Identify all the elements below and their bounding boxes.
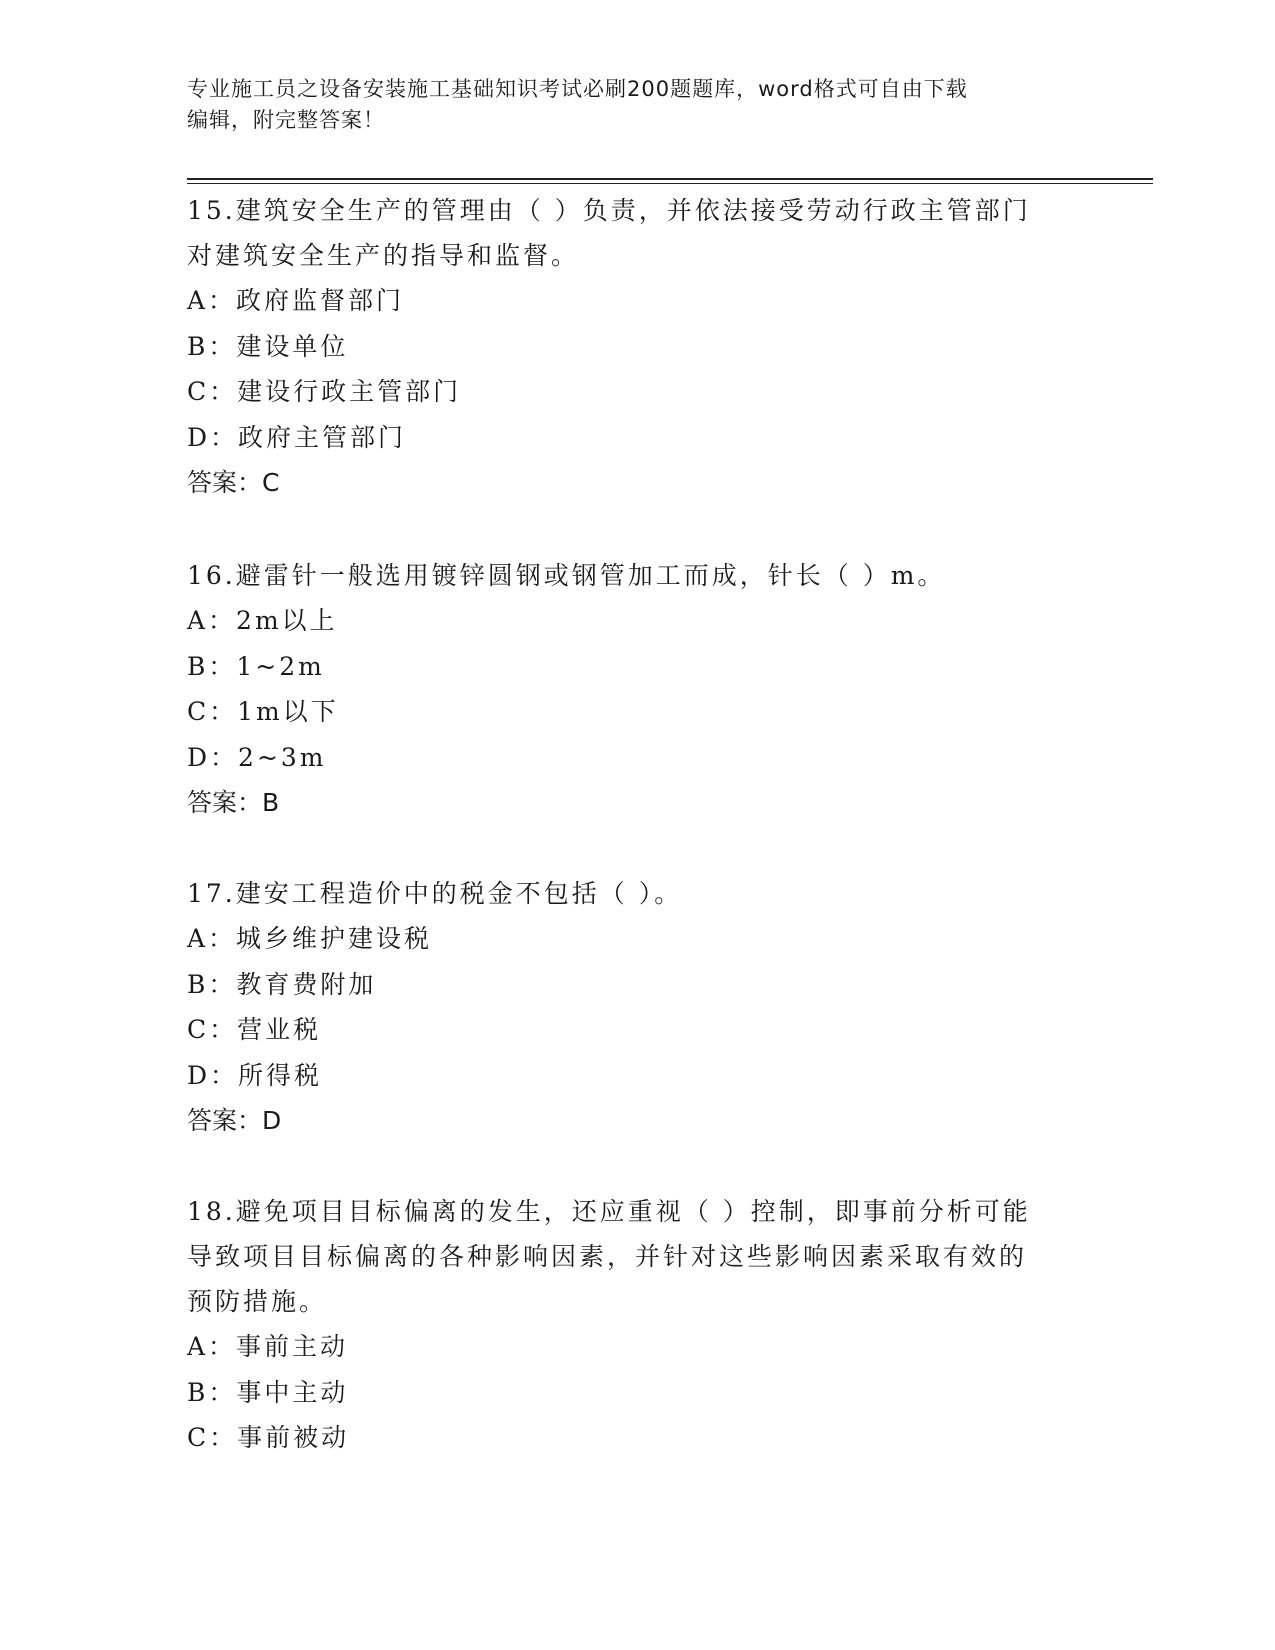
header-divider-thick xyxy=(187,178,1153,180)
question-text-line: 17.建安工程造价中的税金不包括（ ）。 xyxy=(187,879,683,908)
question-text-line: 15.建筑安全生产的管理由（ ）负责，并依法接受劳动行政主管部门 xyxy=(187,196,1031,225)
option-c: C：建设行政主管部门 xyxy=(187,377,462,406)
option-b: B：事中主动 xyxy=(187,1377,349,1407)
option-a: A：2m以上 xyxy=(187,606,338,635)
question-text-line: 预防措施。 xyxy=(187,1287,328,1316)
question-15 xyxy=(187,188,1067,505)
option-b: B：1~2m xyxy=(187,651,325,681)
option-d: D：所得税 xyxy=(187,1060,323,1090)
answer: 答案：C xyxy=(187,468,280,497)
option-d: D：政府主管部门 xyxy=(187,422,407,452)
header-divider-thin xyxy=(187,183,1153,184)
option-d: D：2~3m xyxy=(187,742,327,772)
option-b: B：教育费附加 xyxy=(187,969,377,999)
option-a: A：政府监督部门 xyxy=(187,286,405,315)
answer: 答案：B xyxy=(187,788,280,817)
option-c: C：营业税 xyxy=(187,1015,322,1044)
question-16 xyxy=(187,553,1067,825)
option-c: C：事前被动 xyxy=(187,1423,350,1452)
option-a: A：城乡维护建设税 xyxy=(187,924,433,953)
option-a: A：事前主动 xyxy=(187,1332,349,1361)
document-header xyxy=(187,74,1067,136)
header-line-2: 编辑，附完整答案！ xyxy=(187,108,385,132)
question-text-line: 导致项目目标偏离的各种影响因素，并针对这些影响因素采取有效的 xyxy=(187,1242,1028,1271)
header-line-1: 专业施工员之设备安装施工基础知识考试必刷200题题库，word格式可自由下载 xyxy=(187,77,968,101)
question-text-line: 16.避雷针一般选用镀锌圆钢或钢管加工而成，针长（ ）m。 xyxy=(187,561,946,590)
answer: 答案：D xyxy=(187,1106,282,1135)
question-18 xyxy=(187,1189,1067,1461)
question-17 xyxy=(187,871,1067,1143)
option-c: C：1m以下 xyxy=(187,697,339,726)
question-text-line: 对建筑安全生产的指导和监督。 xyxy=(187,241,580,270)
question-text-line: 18.避免项目目标偏离的发生，还应重视（ ）控制，即事前分析可能 xyxy=(187,1197,1031,1226)
option-b: B：建设单位 xyxy=(187,331,349,361)
